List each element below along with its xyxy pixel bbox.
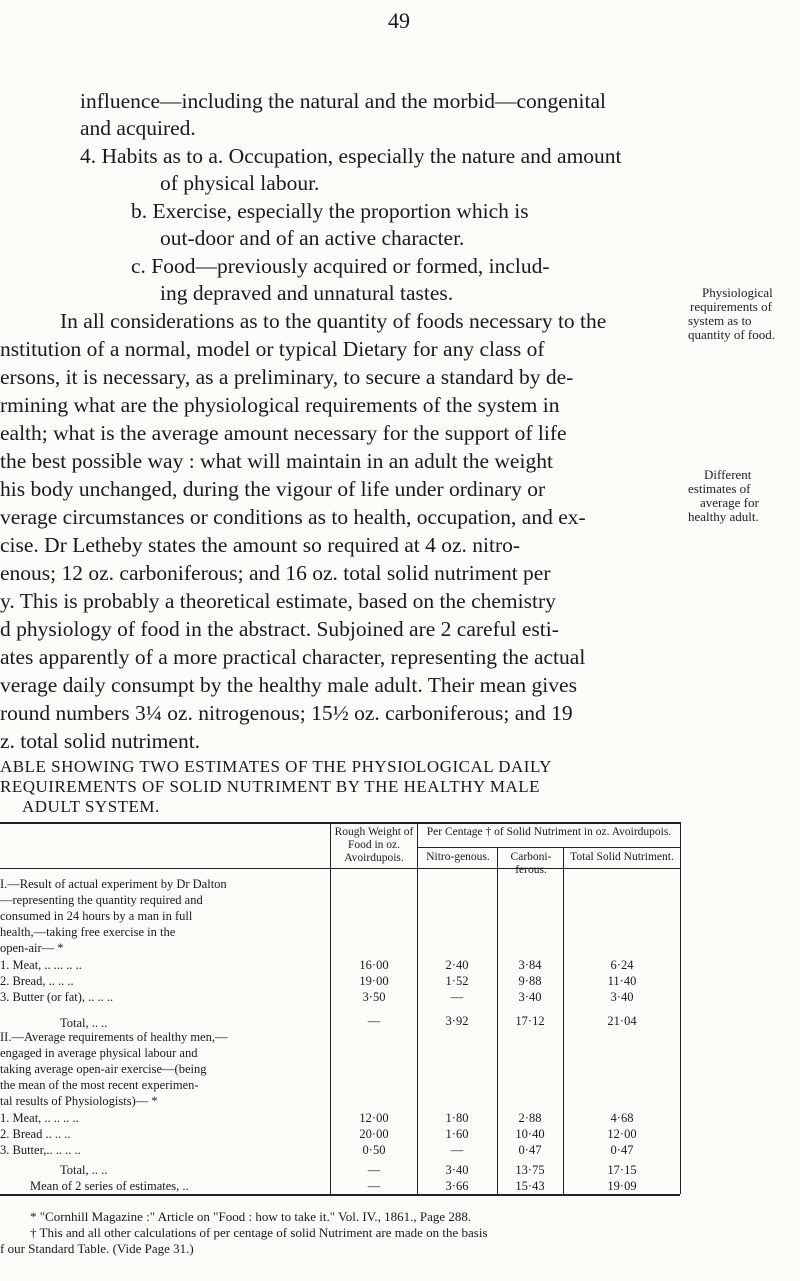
- table-cell-weight: —: [367, 1014, 381, 1028]
- table-title-line: ADULT SYSTEM.: [22, 797, 160, 816]
- body-line: d physiology of food in the abstract. Subjoined are 2 careful esti-: [0, 617, 559, 641]
- habits-b-line-2: out-door and of an active character.: [160, 226, 465, 250]
- habits-b-line-1: b. Exercise, especially the proportion which is: [131, 199, 529, 223]
- table-header-rule: [0, 868, 680, 869]
- table-cell-weight: 12·00: [359, 1111, 389, 1125]
- table-cell-nitro: 2·40: [445, 958, 469, 972]
- table-row-label: 1. Meat, .. .. .. ..: [0, 1111, 79, 1125]
- body-line: In all considerations as to the quantity of foods necessary to the: [60, 309, 607, 333]
- table-cell-total: 17·15: [607, 1163, 637, 1177]
- table-cell-weight: —: [367, 1163, 381, 1177]
- body-line: nstitution of a normal, model or typical Dietary for any class of: [0, 337, 545, 361]
- table-cell-carb: 9·88: [518, 974, 542, 988]
- table-top-rule: [0, 822, 680, 824]
- table-cell-carb: 17·12: [515, 1014, 545, 1028]
- table-cell-nitro: 1·52: [445, 974, 469, 988]
- table-cell-carb: 3·84: [518, 958, 542, 972]
- table-cell-carb: 15·43: [515, 1179, 545, 1193]
- table-cell-carb: 10·40: [515, 1127, 545, 1141]
- table-cell-weight: —: [367, 1179, 381, 1193]
- table-cell-nitro: 1·80: [445, 1111, 469, 1125]
- table-row-label: 1. Meat, .. ... .. ..: [0, 958, 82, 972]
- table-row-label: 3. Butter (or fat), .. .. ..: [0, 990, 114, 1004]
- table-cell-nitro: —: [450, 1143, 464, 1157]
- intro-line-2: and acquired.: [80, 116, 196, 140]
- table-row-label: 2. Bread .. .. ..: [0, 1127, 71, 1141]
- body-line: round numbers 3¼ oz. nitrogenous; 15½ oz. carboniferous; and 19: [0, 701, 573, 725]
- body-line: ates apparently of a more practical character, representing the actual: [0, 645, 586, 669]
- table-col-divider: [417, 822, 418, 1194]
- table-title-line: ABLE SHOWING TWO ESTIMATES OF THE PHYSIOLOGICAL DAILY: [0, 757, 552, 776]
- body-line: enous; 12 oz. carboniferous; and 16 oz. total solid nutriment per: [0, 561, 551, 585]
- body-line: verage circumstances or conditions as to health, occupation, and ex-: [0, 505, 586, 529]
- table-bottom-rule: [0, 1194, 680, 1196]
- body-line: ealth; what is the average amount necessary for the support of life: [0, 421, 567, 445]
- table-cell-nitro: 1·60: [445, 1127, 469, 1141]
- table-cell-weight: 0·50: [362, 1143, 386, 1157]
- table-row-label: 2. Bread, .. .. ..: [0, 974, 74, 988]
- habits-c-line-1: c. Food—previously acquired or formed, includ-: [131, 254, 550, 278]
- table-cell-carb: 0·47: [518, 1143, 542, 1157]
- habits-a-line-1: 4. Habits as to a. Occupation, especially the nature and amount: [80, 144, 622, 168]
- margin-note-physiological: Physiological requirements of system as to quantity of food.: [688, 285, 776, 342]
- table-cell-weight: 19·00: [359, 974, 389, 988]
- table-cell-total: 0·47: [610, 1143, 634, 1157]
- header-total-solid: Total Solid Nutriment.: [570, 851, 674, 863]
- intro-line-1: influence—including the natural and the morbid—congenital: [80, 89, 606, 113]
- table-cell-carb: 3·40: [518, 990, 542, 1004]
- table-cell-total: 12·00: [607, 1127, 637, 1141]
- footnote-cornhill: * "Cornhill Magazine :" Article on "Food : how to take it." Vol. IV., 1861., Page 288.: [30, 1209, 472, 1224]
- header-nitrogenous: Nitro-genous.: [426, 851, 490, 863]
- table-cell-nitro: 3·66: [445, 1179, 469, 1193]
- table-cell-total: 19·09: [607, 1179, 637, 1193]
- footnote-standard-table: f our Standard Table. (Vide Page 31.): [0, 1241, 194, 1256]
- page-number: 49: [388, 8, 410, 33]
- table-subheader-rule: [417, 847, 680, 848]
- table-cell-total: 6·24: [610, 958, 634, 972]
- table-cell-weight: 20·00: [359, 1127, 389, 1141]
- body-line: y. This is probably a theoretical estimate, based on the chemistry: [0, 589, 556, 613]
- table-cell-weight: 16·00: [359, 958, 389, 972]
- table-title-line: REQUIREMENTS OF SOLID NUTRIMENT BY THE HEALTHY MALE: [0, 777, 541, 796]
- habits-c-line-2: ing depraved and unnatural tastes.: [160, 281, 454, 305]
- section-1-total-label: Total, .. ..: [60, 1016, 108, 1030]
- body-line: cise. Dr Letheby states the amount so required at 4 oz. nitro-: [0, 533, 521, 557]
- header-rough-weight: Rough Weight of Food in oz. Avoirdupois.: [334, 826, 414, 864]
- table-cell-total: 4·68: [610, 1111, 634, 1125]
- body-line: verage daily consumpt by the healthy male adult. Their mean gives: [0, 673, 577, 697]
- table-cell-nitro: 3·92: [445, 1014, 469, 1028]
- table-row-label: 3. Butter,.. .. .. ..: [0, 1143, 81, 1157]
- section-1-heading: I.—Result of actual experiment by Dr Dalton —representing the quantity required and consumed in 24 hours by a man in full health,—taking free exercise in the open-air— *: [0, 877, 227, 955]
- table-cell-weight: 3·50: [362, 990, 386, 1004]
- table-cell-carb: 2·88: [518, 1111, 542, 1125]
- habits-a-line-2: of physical labour.: [160, 171, 320, 195]
- body-line: z. total solid nutriment.: [0, 729, 201, 753]
- table-col-divider: [330, 822, 331, 1194]
- table-col-divider: [680, 822, 681, 1194]
- table-cell-total: 3·40: [610, 990, 634, 1004]
- table-cell-total: 11·40: [607, 974, 637, 988]
- header-per-centage: Per Centage † of Solid Nutriment in oz. Avoirdupois.: [426, 826, 672, 838]
- section-2-total-label: Total, .. ..: [60, 1163, 108, 1177]
- header-carboniferous: Carboni-ferous.: [510, 851, 552, 876]
- body-line: ersons, it is necessary, as a preliminary, to secure a standard by de-: [0, 365, 574, 389]
- footnote-calculations: † This and all other calculations of per centage of solid Nutriment are made on the basis: [30, 1225, 488, 1240]
- table-cell-total: 21·04: [607, 1014, 637, 1028]
- section-2-heading: II.—Average requirements of healthy men,— engaged in average physical labour and taking average open-air exercise—(being the mean of the most recent experimen- tal results of Physiologists)— *: [0, 1030, 228, 1108]
- body-line: rmining what are the physiological requirements of the system in: [0, 393, 560, 417]
- body-line: the best possible way : what will maintain in an adult the weight: [0, 449, 553, 473]
- table-cell-carb: 13·75: [515, 1163, 545, 1177]
- table-cell-nitro: 3·40: [445, 1163, 469, 1177]
- mean-row-label: Mean of 2 series of estimates, ..: [30, 1179, 189, 1193]
- table-cell-nitro: —: [450, 990, 464, 1004]
- body-line: his body unchanged, during the vigour of life under ordinary or: [0, 477, 546, 501]
- margin-note-estimates: Different estimates of average for healthy adult.: [688, 467, 759, 524]
